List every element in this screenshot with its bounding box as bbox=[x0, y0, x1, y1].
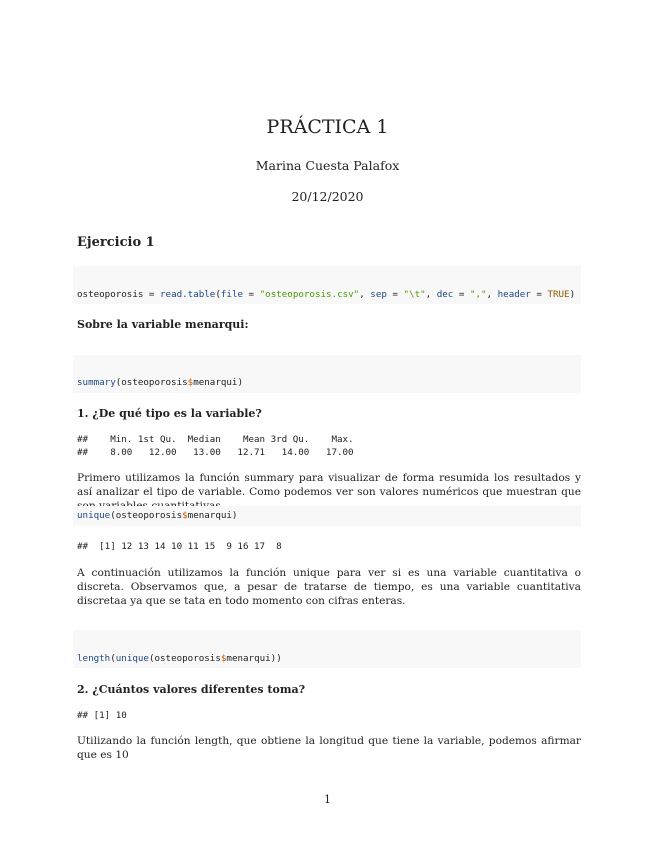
question-1: 1. ¿De qué tipo es la variable? bbox=[77, 407, 262, 420]
code-function: summary bbox=[77, 377, 116, 388]
section-heading: Ejercicio 1 bbox=[77, 235, 155, 250]
paragraph-length: Utilizando la función length, que obtiene la longitud que tiene la variable, podemos afirmar que es 10 bbox=[77, 735, 581, 761]
code-string: "," bbox=[469, 289, 487, 300]
code-token: osteoporosis bbox=[77, 289, 144, 300]
code-token: = bbox=[143, 289, 160, 300]
document-title: PRÁCTICA 1 bbox=[266, 116, 389, 138]
code-token: (osteoporosis bbox=[110, 510, 183, 521]
code-string: "\t" bbox=[403, 289, 426, 300]
document-date: 20/12/2020 bbox=[291, 189, 364, 204]
code-length bbox=[77, 653, 282, 664]
code-function: unique bbox=[77, 510, 111, 521]
code-token: , bbox=[359, 289, 371, 300]
unique-output: ## [1] 12 13 14 10 11 15 9 16 17 8 bbox=[77, 541, 282, 552]
length-output: ## [1] 10 bbox=[77, 710, 127, 721]
code-operator: $ bbox=[182, 510, 188, 521]
code-keyword: TRUE bbox=[547, 289, 570, 300]
summary-output-values: ## 8.00 12.00 13.00 12.71 14.00 17.00 bbox=[77, 447, 354, 458]
code-token: ( bbox=[110, 653, 116, 664]
code-operator: $ bbox=[187, 377, 194, 388]
code-function: length bbox=[77, 653, 111, 664]
code-token: menarqui)) bbox=[226, 653, 282, 664]
code-token: ( bbox=[215, 289, 221, 300]
code-token: = bbox=[530, 289, 548, 300]
code-token: menarqui) bbox=[193, 377, 243, 388]
code-token: , bbox=[425, 289, 437, 300]
code-argument: header bbox=[497, 289, 531, 300]
code-operator: $ bbox=[220, 653, 227, 664]
code-token: (osteoporosis bbox=[148, 653, 221, 664]
code-function: read.table bbox=[160, 289, 216, 300]
code-argument: dec bbox=[436, 289, 454, 300]
menarqui-label: Sobre la variable menarqui: bbox=[77, 318, 249, 331]
question-2: 2. ¿Cuántos valores diferentes toma? bbox=[77, 683, 306, 696]
code-token: menarqui) bbox=[187, 510, 238, 521]
code-token: , bbox=[486, 289, 498, 300]
code-string: "osteoporosis.csv" bbox=[259, 289, 360, 300]
summary-output-header: ## Min. 1st Qu. Median Mean 3rd Qu. Max. bbox=[77, 434, 354, 445]
document-author: Marina Cuesta Palafox bbox=[255, 158, 400, 173]
code-token: = bbox=[386, 289, 404, 300]
code-token: = bbox=[453, 289, 470, 300]
code-argument: sep bbox=[370, 289, 387, 300]
code-token: ) bbox=[569, 289, 576, 300]
paragraph-unique: A continuación utilizamos la función unique para ver si es una variable cuantitativa o discreta. Observamos que, a pesar de tratarse de tiempo, es una variable cuantitativa discretaa ya que se tata en todo momento con cifras enteras. bbox=[77, 567, 581, 607]
code-summary bbox=[77, 377, 243, 388]
code-unique bbox=[77, 510, 237, 521]
page-number: 1 bbox=[324, 793, 331, 806]
code-token: = bbox=[243, 289, 260, 300]
code-token: (osteoporosis bbox=[115, 377, 188, 388]
paragraph-summary: Primero utilizamos la función summary para visualizar de forma resumida los resultados y así analizar el tipo de variable. Como podemos ver son valores numéricos que muestran que bbox=[77, 472, 581, 498]
code-read-table bbox=[77, 289, 575, 300]
code-function: unique bbox=[115, 653, 149, 664]
code-argument: file bbox=[220, 289, 244, 300]
